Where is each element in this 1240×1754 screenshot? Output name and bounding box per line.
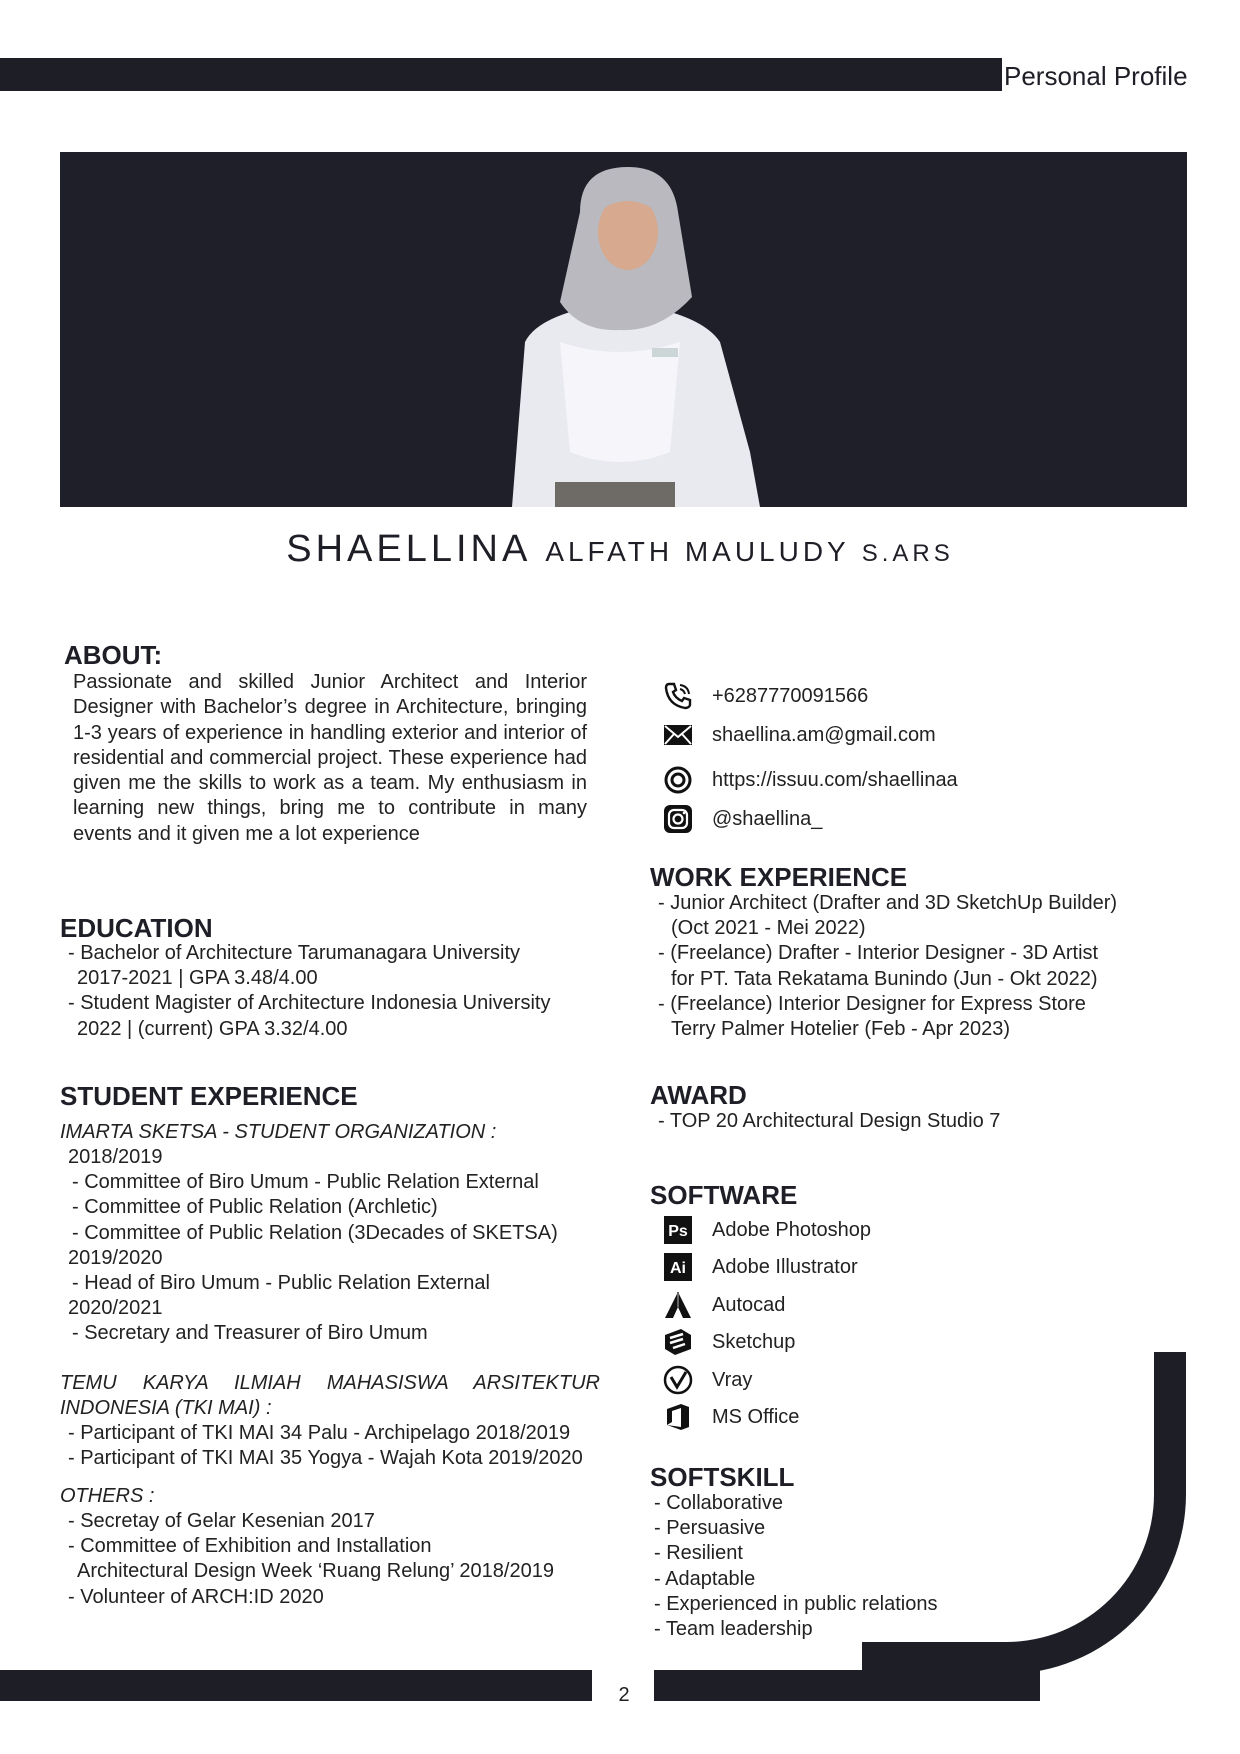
software-name: Sketchup [712, 1330, 796, 1353]
list-item: - Experienced in public relations [654, 1592, 938, 1615]
education-line: - Student Magister of Architecture Indonesia University [68, 992, 551, 1015]
list-item: Terry Palmer Hotelier (Feb - Apr 2023) [671, 1018, 1011, 1041]
list-item: - (Freelance) Drafter - Interior Designer - 3D Artist [658, 942, 1099, 965]
header-bar [0, 58, 1002, 91]
list-item: 2018/2019 [68, 1146, 163, 1168]
award-heading: AWARD [650, 1080, 747, 1110]
list-item: (Oct 2021 - Mei 2022) [671, 917, 866, 940]
work-experience-list [658, 891, 1117, 1042]
software-item [662, 1364, 752, 1396]
instagram-handle: @shaellina_ [712, 807, 823, 830]
contact-issuu[interactable] [662, 764, 958, 796]
list-item: - Persuasive [654, 1517, 766, 1540]
list-item: - Collaborative [654, 1492, 783, 1514]
instagram-icon [662, 803, 694, 835]
list-item: - (Freelance) Interior Designer for Express Store [658, 992, 1086, 1015]
software-name: Autocad [712, 1293, 786, 1316]
software-name: Adobe Illustrator [712, 1255, 858, 1278]
list-item: - Secretay of Gelar Kesenian 2017 [68, 1510, 375, 1532]
footer-bar-right [654, 1670, 1040, 1701]
list-item: for PT. Tata Rekatama Bunindo (Jun - Okt 2022) [671, 967, 1098, 990]
list-item: - Junior Architect (Drafter and 3D SketchUp Builder) [658, 892, 1118, 914]
software-name: Adobe Photoshop [712, 1218, 872, 1241]
software-item [662, 1326, 795, 1358]
tki-mai-list [68, 1421, 583, 1471]
profile-photo-banner [60, 152, 1187, 507]
softskill-heading: SOFTSKILL [650, 1462, 795, 1492]
contact-instagram[interactable] [662, 803, 822, 835]
software-item [662, 1251, 858, 1283]
list-item: - Participant of TKI MAI 34 Palu - Archipelago 2018/2019 [68, 1422, 571, 1444]
last-name: ALFATH MAULUDY [545, 536, 850, 567]
list-item: - TOP 20 Architectural Design Studio 7 [658, 1110, 1001, 1132]
education-line: - Bachelor of Architecture Tarumanagara University [68, 942, 521, 964]
issuu-icon [662, 764, 694, 796]
issuu-link: https://issuu.com/shaellinaa [712, 768, 958, 791]
document-label: Personal Profile [1004, 61, 1188, 91]
education-heading: EDUCATION [60, 913, 213, 943]
list-item: - Committee of Biro Umum - Public Relation External [72, 1171, 539, 1194]
photoshop-icon [662, 1214, 694, 1246]
education-line: 2017-2021 | GPA 3.48/4.00 [77, 967, 318, 990]
list-item: - Adaptable [654, 1567, 756, 1590]
list-item: - Head of Biro Umum - Public Relation External [72, 1272, 490, 1295]
list-item: - Committee of Exhibition and Installation [68, 1535, 432, 1558]
contact-phone[interactable] [662, 680, 868, 712]
software-item [662, 1401, 799, 1433]
first-name: SHAELLINA [286, 528, 532, 570]
list-item: - Committee of Public Relation (Archletic) [72, 1196, 438, 1219]
contact-email[interactable] [662, 719, 936, 751]
vray-icon [662, 1364, 694, 1396]
list-item: - Team leadership [654, 1618, 813, 1641]
software-item [662, 1214, 871, 1246]
list-item: - Committee of Public Relation (3Decades of SKETSA) [72, 1221, 558, 1244]
page-number: 2 [618, 1684, 630, 1706]
education-list [68, 941, 550, 1042]
others-title: OTHERS : [60, 1485, 155, 1507]
student-org-list [68, 1145, 558, 1347]
software-item [662, 1289, 785, 1321]
about-heading: ABOUT: [64, 640, 163, 670]
tki-mai-title-line1: TEMU KARYA ILMIAH MAHASISWA ARSITEKTUR [60, 1372, 600, 1394]
decorative-curve [862, 1352, 1186, 1674]
email-address: shaellina.am@gmail.com [712, 723, 936, 746]
phone-icon [662, 680, 694, 712]
tki-mai-title-line2: INDONESIA (TKI MAI) : [60, 1397, 272, 1419]
list-item: Architectural Design Week ‘Ruang Relung’ 2018/2019 [77, 1560, 554, 1583]
software-heading: SOFTWARE [650, 1180, 798, 1210]
profile-photo [60, 152, 1187, 507]
footer-bar-left [0, 1670, 592, 1701]
student-experience-heading: STUDENT EXPERIENCE [60, 1081, 358, 1111]
decorative-curve-cap [1154, 1352, 1186, 1372]
msoffice-icon [662, 1401, 694, 1433]
list-item: - Participant of TKI MAI 35 Yogya - Wajah Kota 2019/2020 [68, 1447, 583, 1470]
sketchup-icon [662, 1326, 694, 1358]
list-item: 2019/2020 [68, 1246, 163, 1269]
list-item: - Secretary and Treasurer of Biro Umum [72, 1322, 428, 1345]
education-line: 2022 | (current) GPA 3.32/4.00 [77, 1017, 348, 1040]
degree: S.ARS [861, 540, 954, 567]
full-name [0, 528, 1240, 571]
others-list [68, 1509, 554, 1610]
illustrator-badge: Ai [670, 1260, 686, 1277]
work-experience-heading: WORK EXPERIENCE [650, 862, 908, 892]
list-item: - Volunteer of ARCH:ID 2020 [68, 1585, 324, 1608]
software-name: MS Office [712, 1405, 800, 1428]
list-item: - Resilient [654, 1542, 743, 1565]
mail-icon [662, 719, 694, 751]
photoshop-badge: Ps [668, 1223, 688, 1240]
list-item: 2020/2021 [68, 1297, 163, 1320]
award-list [658, 1109, 1000, 1134]
about-text: Passionate and skilled Junior Architect and Interior Designer with Bachelor’s degree in Architecture, bringing 1-3 years of experience in handling exterior and interior of residential and commercial project. These experience had given me the skills to work as a team. My enthusiasm in learning new things, bring me to contribute in many events and it given me a lot experience [73, 671, 587, 845]
autocad-icon [662, 1289, 694, 1321]
student-org-title: IMARTA SKETSA - STUDENT ORGANIZATION : [60, 1121, 497, 1143]
illustrator-icon [662, 1251, 694, 1283]
software-name: Vray [712, 1368, 753, 1391]
phone-number: +6287770091566 [712, 684, 869, 707]
